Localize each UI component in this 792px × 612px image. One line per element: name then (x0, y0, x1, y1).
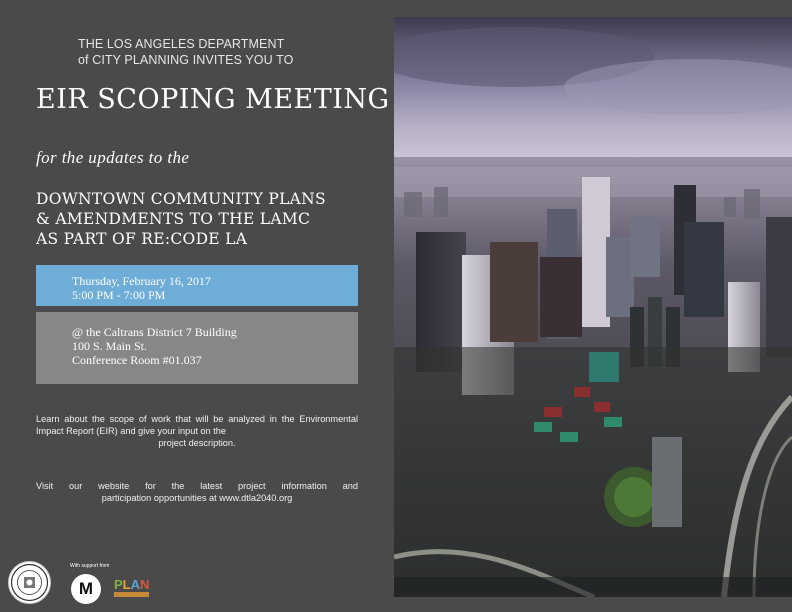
plan-logo-bar (114, 592, 149, 597)
plans-line-1: DOWNTOWN COMMUNITY PLANS (36, 190, 326, 208)
plans-line-3: AS PART OF RE:CODE LA (36, 230, 248, 248)
metro-logo (71, 574, 101, 604)
event-date: Thursday, February 16, 2017 (72, 274, 211, 288)
visit-line-2: participation opportunities at www.dtla2040.org (101, 493, 293, 503)
subtitle: for the updates to the (36, 148, 190, 167)
city-skyline-image (394, 17, 792, 597)
support-label: With support from (70, 563, 110, 569)
city-seal-icon (9, 562, 50, 603)
location-line-2: 100 S. Main St. (72, 339, 148, 353)
city-seal-logo (8, 561, 51, 604)
learn-line-1: Learn about the scope of work that will be analyzed in the (36, 414, 295, 424)
learn-line-2: Environmental Impact Report (EIR) and give your input on the (36, 414, 358, 436)
location-line-1: @ the Caltrans District 7 Building (72, 325, 237, 339)
plan-logo-icon (114, 576, 154, 592)
metro-letter: M (78, 579, 94, 598)
visit-paragraph (36, 480, 358, 504)
learn-paragraph (36, 413, 358, 449)
location-line-3: Conference Room #01.037 (72, 353, 202, 367)
location-box (36, 312, 358, 384)
svg-text:PLAN: PLAN (114, 577, 150, 592)
visit-line-1: Visit our website for the latest project information and (36, 481, 358, 491)
downtown-aerial-photo (394, 17, 792, 597)
learn-line-3: project description. (158, 438, 236, 448)
page-title: EIR SCOPING MEETING (36, 84, 390, 115)
date-box (36, 265, 358, 306)
event-time: 5:00 PM - 7:00 PM (72, 288, 166, 302)
plans-line-2: & AMENDMENTS TO THE LAMC (36, 210, 311, 228)
plans-heading (36, 189, 326, 249)
dept-line-2: of CITY PLANNING INVITES YOU TO (78, 53, 294, 67)
department-heading (78, 36, 293, 68)
dept-line-1: THE LOS ANGELES DEPARTMENT (78, 37, 285, 51)
